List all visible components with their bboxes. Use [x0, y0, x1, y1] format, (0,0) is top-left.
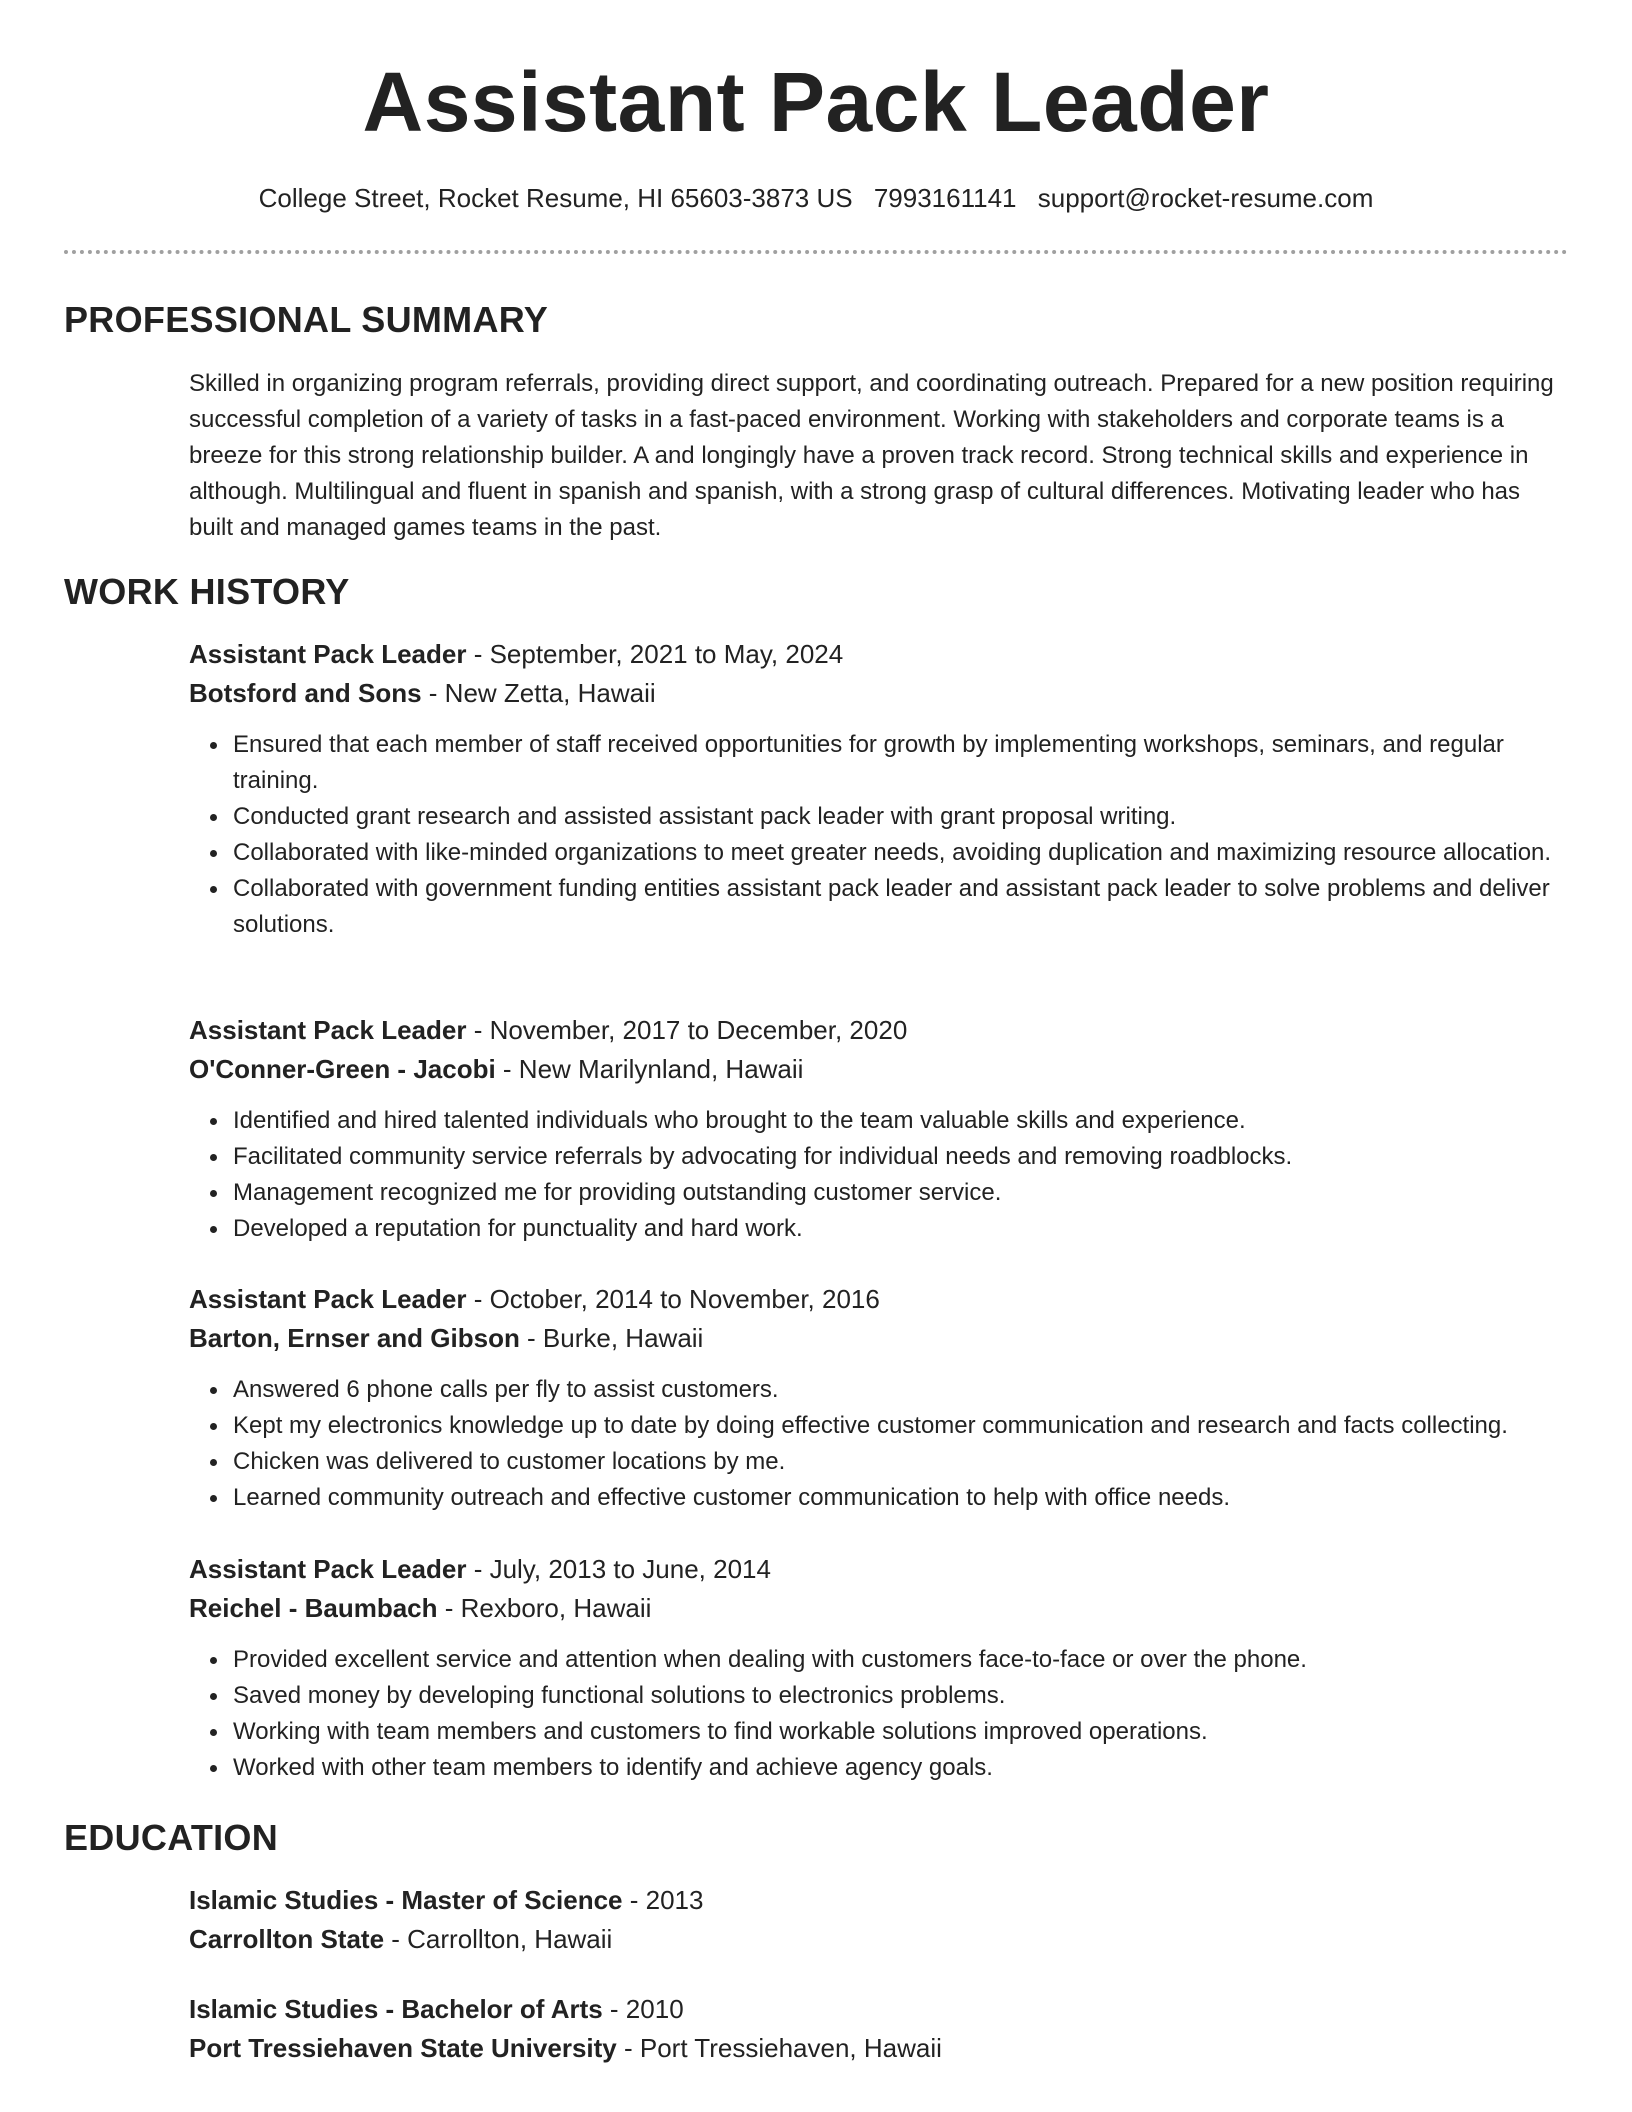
job-dates: - July, 2013 to June, 2014 [466, 1554, 771, 1584]
education-degree-line [189, 1881, 1569, 1920]
job-entry [189, 635, 1569, 943]
job-bullet: Management recognized me for providing outstanding customer service. [233, 1175, 1569, 1211]
job-bullet: Saved money by developing functional solutions to electronics problems. [233, 1678, 1569, 1714]
job-bullet: Kept my electronics knowledge up to date by doing effective customer communication and research and facts collecting. [233, 1408, 1569, 1444]
job-company: Reichel - Baumbach [189, 1593, 438, 1623]
job-entry [189, 1011, 1569, 1247]
job-bullet: Working with team members and customers to find workable solutions improved operations. [233, 1714, 1569, 1750]
resume-name: Assistant Pack Leader [362, 55, 1270, 149]
education-degree: Islamic Studies - Master of Science [189, 1885, 623, 1915]
job-title-line [189, 1280, 1569, 1319]
job-bullet: Collaborated with like-minded organizations to meet greater needs, avoiding duplication and maximizing resource allocation. [233, 835, 1569, 871]
job-bullet-list [189, 1372, 1569, 1516]
job-company-line [189, 1050, 1569, 1089]
job-title-line [189, 635, 1569, 674]
job-entry [189, 1550, 1569, 1786]
job-location: - New Marilynland, Hawaii [495, 1054, 804, 1084]
job-bullet: Identified and hired talented individuals who brought to the team valuable skills and experience. [233, 1103, 1569, 1139]
job-location: - Rexboro, Hawaii [437, 1593, 652, 1623]
job-company: Botsford and Sons [189, 678, 422, 708]
summary-text: Skilled in organizing program referrals, providing direct support, and coordinating outreach. Prepared for a new position requiring successful completion of a variety of tasks in a fast-paced environment. Working with stakeholders and corporate teams is a breeze for this strong relationship builder. A and longingly have a proven track record. Strong technical skills and experience in although. Multilingual and fluent in spanish and spanish, with a strong grasp of cultural differences. Motivating leader who has built and managed games teams in the past. [189, 370, 1554, 541]
job-location: - New Zetta, Hawaii [421, 678, 656, 708]
job-title-line [189, 1550, 1569, 1589]
job-bullet: Developed a reputation for punctuality and hard work. [233, 1211, 1569, 1247]
job-dates: - November, 2017 to December, 2020 [466, 1015, 908, 1045]
education-location: - Carrollton, Hawaii [384, 1924, 613, 1954]
education-entry [189, 1881, 1569, 1959]
job-company: O'Conner-Green - Jacobi [189, 1054, 496, 1084]
education-year: - 2013 [622, 1885, 704, 1915]
job-position: Assistant Pack Leader [189, 1554, 467, 1584]
job-position: Assistant Pack Leader [189, 1284, 467, 1314]
job-company-line [189, 1589, 1569, 1628]
job-bullet-list [189, 1103, 1569, 1247]
job-bullet: Worked with other team members to identify and achieve agency goals. [233, 1750, 1569, 1786]
contact-phone: 7993161141 [873, 183, 1017, 213]
contact-address: College Street, Rocket Resume, HI 65603-3873 US [258, 183, 853, 213]
education-school: Carrollton State [189, 1924, 385, 1954]
job-bullet: Answered 6 phone calls per fly to assist customers. [233, 1372, 1569, 1408]
job-bullet: Collaborated with government funding entities assistant pack leader and assistant pack leader to solve problems and deliver solutions. [233, 871, 1569, 943]
job-dates: - October, 2014 to November, 2016 [466, 1284, 880, 1314]
job-bullet: Learned community outreach and effective customer communication to help with office needs. [233, 1480, 1569, 1516]
education-degree-line [189, 1990, 1569, 2029]
job-bullet: Ensured that each member of staff received opportunities for growth by implementing workshops, seminars, and regular training. [233, 727, 1569, 799]
education-year: - 2010 [602, 1994, 684, 2024]
job-dates: - September, 2021 to May, 2024 [466, 639, 844, 669]
job-position: Assistant Pack Leader [189, 639, 467, 669]
education-entry [189, 1990, 1569, 2068]
job-bullet: Facilitated community service referrals by advocating for individual needs and removing roadblocks. [233, 1139, 1569, 1175]
education-school-line [189, 2029, 1569, 2068]
job-company-line [189, 1319, 1569, 1358]
education-school-line [189, 1920, 1569, 1959]
job-company-line [189, 674, 1569, 713]
job-location: - Burke, Hawaii [519, 1323, 704, 1353]
section-title-summary: PROFESSIONAL SUMMARY [64, 299, 549, 340]
education-location: - Port Tressiehaven, Hawaii [616, 2033, 942, 2063]
job-bullet-list [189, 727, 1569, 943]
job-title-line [189, 1011, 1569, 1050]
contact-email: support@rocket-resume.com [1037, 183, 1374, 213]
job-bullet: Provided excellent service and attention when dealing with customers face-to-face or over the phone. [233, 1642, 1569, 1678]
header-divider [64, 250, 1568, 254]
education-school: Port Tressiehaven State University [189, 2033, 617, 2063]
job-bullet: Conducted grant research and assisted assistant pack leader with grant proposal writing. [233, 799, 1569, 835]
section-title-work-history: WORK HISTORY [64, 571, 350, 612]
job-company: Barton, Ernser and Gibson [189, 1323, 520, 1353]
job-position: Assistant Pack Leader [189, 1015, 467, 1045]
education-degree: Islamic Studies - Bachelor of Arts [189, 1994, 603, 2024]
job-bullet: Chicken was delivered to customer locations by me. [233, 1444, 1569, 1480]
contact-line [0, 180, 1632, 216]
section-title-education: EDUCATION [64, 1817, 279, 1858]
job-bullet-list [189, 1642, 1569, 1786]
job-entry [189, 1280, 1569, 1516]
